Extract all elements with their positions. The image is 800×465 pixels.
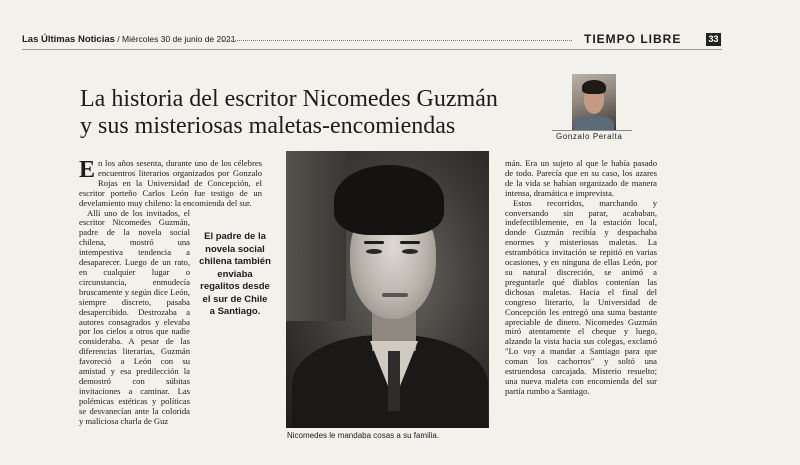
header-divider (22, 49, 722, 50)
main-photo (286, 151, 489, 428)
author-name: Gonzalo Peralta (556, 132, 623, 141)
paper-name: Las Últimas Noticias (22, 34, 115, 45)
pull-quote: El padre de la novela social chilena también enviaba regalitos desde el sur de Chile a Santiago. (199, 229, 271, 321)
paragraph: Allí uno de los invitados, el escritor Nicomedes Guzmán, padre de la novela social chilena, mostró una intempestiva tendencia a desaparecer. Luego de un rato, en cualquier lugar o circunstancia, enmudecía bruscamente y según dice León, siempre discreto, pasaba desapercibido. Destrozaba a autores consagrados y elevaba por los cielos a otros que nadie consideraba. A pesar de las diferencias literarias, Guzmán favoreció a León con su amistad y esa predilección la demostró con súbitas invitaciones a caminar. Las polémicas estéticas y políticas se desvanecían ante la colorida y maliciosa charla de Guz (79, 207, 190, 426)
drop-cap: E (79, 157, 96, 183)
issue-date: / Miércoles 30 de junio de 2021 (114, 34, 236, 44)
paragraph: Estos recorridos, marchando y conversando sin parar, acababan, indefectiblemente, en la estación local, donde Guzmán recibía y despachaba enormes y misteriosas maletas. La estrambótica invitación se repitió en varias ocasiones, y en ninguna de ellas León, por su natural discreción, se animó a preguntarle qué diablos contenían las dichosas maletas. Hacia el final del congreso literario, la Universidad de Concepción les entregó una suma bastante apreciable de dinero. Nicomedes Guzmán miró atentamente el cheque y luego, alzando la vista hacia sus colegas, exclamó "Lo voy a mandar a Santiago para que coman los cachorros" y soltó una estruendosa carcajada. Misterio resuelto; una nueva maleta con encomienda del sur partía rumbo a Santiago. (505, 197, 657, 396)
masthead-dotted-rule (222, 40, 572, 41)
article-headline (80, 86, 550, 140)
author-divider (552, 130, 632, 131)
headline-line-2: y sus misteriosas maletas-encomiendas (80, 113, 456, 139)
page-number: 33 (706, 33, 721, 46)
photo-caption: Nicomedes le mandaba cosas a su familia. (287, 431, 440, 440)
section-title: TIEMPO LIBRE (584, 32, 682, 46)
headline-line-1: La historia del escritor Nicomedes Guzmán (80, 86, 498, 112)
author-photo (572, 74, 616, 130)
paragraph: mán. Era un sujeto al que le había pasado de todo. Parecía que en su caso, los azares de la vida se habían organizado de manera intensa, dramática e imprevista. (505, 158, 657, 198)
paragraph (79, 159, 262, 209)
article-column-2 (505, 159, 657, 397)
paragraph-text: n los años sesenta, durante uno de los célebres encuentros literarios organizados por Gonzalo Rojas en la Universidad de Concepción, el escritor porteño Carlos León fue testigo de un develamiento muy chileno: la encomienda del sur. (79, 158, 262, 208)
